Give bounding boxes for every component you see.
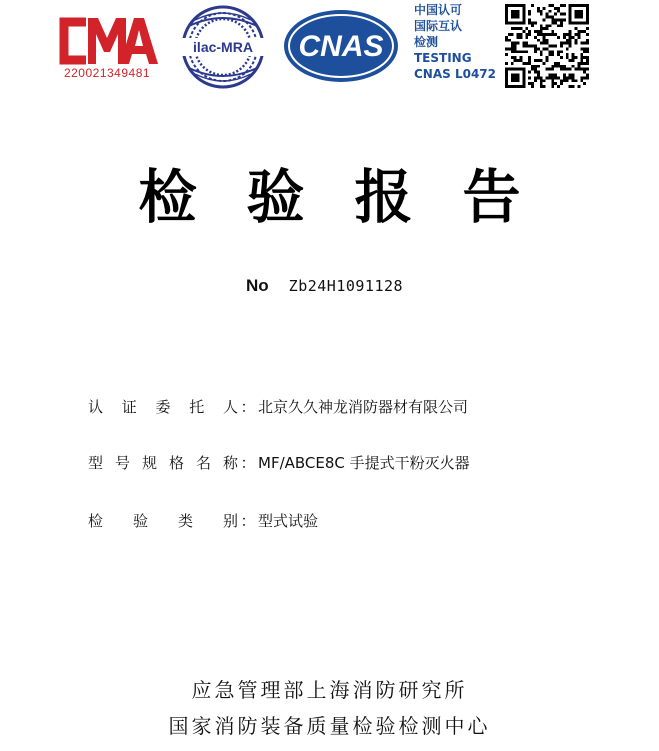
info-colon: ： bbox=[240, 454, 256, 472]
info-row-category bbox=[88, 510, 318, 531]
cnas-logo bbox=[282, 8, 400, 84]
info-label: 检验类别 bbox=[88, 512, 238, 530]
issuer-line-2: 国家消防装备质量检验检测中心 bbox=[168, 714, 491, 738]
ilac-mark-text: ilac-MRA bbox=[193, 39, 253, 55]
cnas-line-2: 国际互认 bbox=[414, 19, 463, 33]
info-value: MF/ABCE8C 手提式干粉灭火器 bbox=[258, 454, 470, 472]
info-row-model bbox=[88, 452, 470, 473]
info-colon: ： bbox=[240, 398, 256, 416]
info-label: 认证委托人 bbox=[88, 398, 238, 416]
report-number-label: No bbox=[246, 276, 269, 295]
report-number bbox=[246, 276, 403, 296]
cnas-line-5: CNAS L0472 bbox=[414, 67, 497, 81]
cnas-line-1: 中国认可 bbox=[414, 3, 463, 17]
report-number-value: Zb24H1091128 bbox=[288, 277, 404, 295]
cma-number: 220021349481 bbox=[63, 66, 151, 80]
info-colon: ： bbox=[240, 512, 256, 530]
ilac-mra-logo bbox=[175, 4, 271, 90]
report-title: 检验报告 bbox=[138, 163, 571, 231]
info-row-client bbox=[88, 396, 468, 417]
issuer-line-1: 应急管理部上海消防研究所 bbox=[191, 678, 468, 702]
qr-code bbox=[505, 4, 589, 88]
info-label: 型号规格名称 bbox=[88, 454, 238, 472]
info-value: 型式试验 bbox=[258, 512, 319, 530]
cnas-line-3: 检测 bbox=[414, 35, 439, 49]
cnas-mark-text: CNAS bbox=[298, 30, 384, 63]
info-value: 北京久久神龙消防器材有限公司 bbox=[258, 398, 469, 416]
cnas-line-4: TESTING bbox=[414, 51, 472, 65]
cnas-accreditation-text bbox=[414, 2, 506, 82]
